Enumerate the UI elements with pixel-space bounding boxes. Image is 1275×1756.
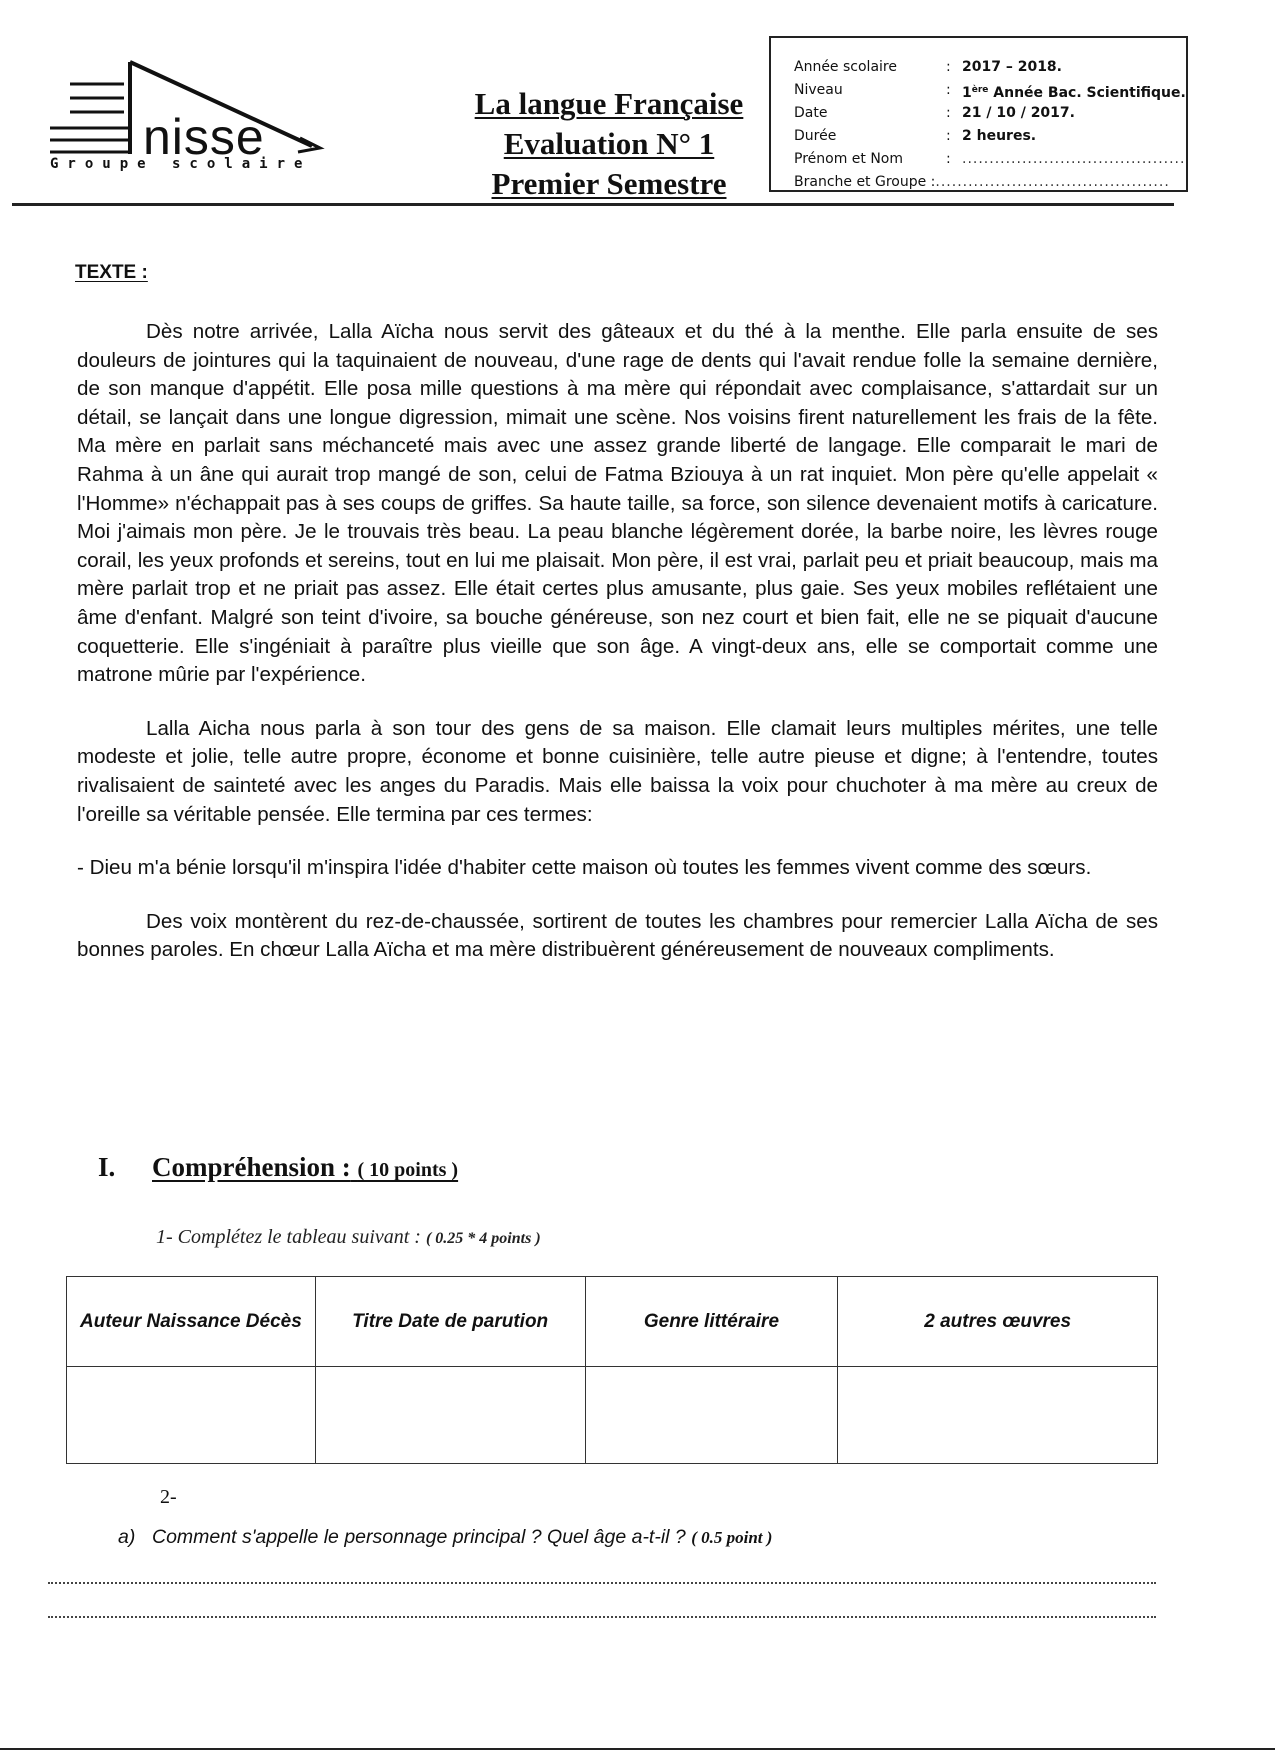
answer-line-1[interactable] xyxy=(48,1582,1156,1584)
question-1-text: Complétez le tableau suivant : xyxy=(177,1226,421,1248)
section-label xyxy=(152,1152,458,1182)
section-points: ( 10 points ) xyxy=(357,1159,459,1181)
info-value: 2017 – 2018. xyxy=(962,59,1062,75)
info-colon: : xyxy=(946,105,951,121)
table-header-titre: Titre Date de parution xyxy=(315,1277,585,1367)
question-2a xyxy=(118,1526,772,1549)
title-line-subject: La langue Française xyxy=(474,86,744,121)
section-comprehension-title xyxy=(98,1152,458,1183)
table-cell-oeuvres[interactable] xyxy=(838,1367,1158,1464)
info-row-date xyxy=(794,102,1186,125)
exam-title xyxy=(458,84,760,204)
info-value: 21 / 10 / 2017. xyxy=(962,105,1075,121)
exam-info-box xyxy=(769,36,1188,192)
info-colon: : xyxy=(946,82,951,98)
footer-divider xyxy=(0,1748,1275,1750)
table-cell-genre[interactable] xyxy=(585,1367,838,1464)
table-header-auteur: Auteur Naissance Décès xyxy=(67,1277,316,1367)
info-row-annee xyxy=(794,56,1186,79)
question-2a-text: Comment s'appelle le personnage principal ? Quel âge a-t-il ? xyxy=(152,1526,686,1548)
question-1-points: ( 0.25 * 4 points ) xyxy=(425,1230,541,1247)
question-1-label: 1- xyxy=(156,1226,173,1248)
niveau-superscript: ère xyxy=(971,85,989,95)
question-1 xyxy=(156,1226,541,1249)
logo-subtitle: Groupe scolaire xyxy=(50,156,312,172)
table-header-genre: Genre littéraire xyxy=(585,1277,838,1367)
question-2a-label: a) xyxy=(118,1526,136,1548)
info-label: Durée xyxy=(794,128,837,144)
title-line-semester: Premier Semestre xyxy=(491,166,727,201)
table-header-oeuvres: 2 autres œuvres xyxy=(838,1277,1158,1367)
completion-table xyxy=(66,1276,1158,1464)
niveau-text: Année Bac. Scientifique. xyxy=(993,85,1186,101)
table-row xyxy=(67,1367,1158,1464)
school-logo xyxy=(50,58,340,178)
branche-fill-line[interactable]: ........................................... xyxy=(935,174,1170,190)
info-label: Branche et Groupe : xyxy=(794,174,936,190)
question-2a-points: ( 0.5 point ) xyxy=(691,1528,773,1547)
info-row-niveau xyxy=(794,79,1186,102)
header-divider xyxy=(12,203,1174,206)
info-label: Prénom et Nom xyxy=(794,151,904,167)
texte-body xyxy=(77,318,1158,965)
niveau-prefix: 1 xyxy=(962,85,972,101)
table-cell-titre[interactable] xyxy=(315,1367,585,1464)
section-title-text: Compréhension : xyxy=(152,1152,351,1182)
info-colon: : xyxy=(946,59,951,75)
section-number: I. xyxy=(98,1152,116,1182)
info-label: Date xyxy=(794,105,828,121)
info-value: 2 heures. xyxy=(962,128,1037,144)
table-cell-auteur[interactable] xyxy=(67,1367,316,1464)
table-header-row xyxy=(67,1277,1158,1367)
info-row-nom xyxy=(794,148,1186,171)
logo-word: nisse xyxy=(143,109,265,165)
nom-fill-line[interactable]: ......................................... xyxy=(962,151,1186,167)
info-row-duree xyxy=(794,125,1186,148)
texte-heading: TEXTE : xyxy=(75,262,148,283)
texte-paragraph-2: Lalla Aicha nous parla à son tour des gens de sa maison. Elle clamait leurs multiples mérites, une telle modeste et jolie, telle autre propre, économe et bonne cuisinière, telle autre pieuse et digne; à l'entendre, toutes rivalisaient de sainteté avec les anges du Paradis. Mais elle baissa la voix pour chuchoter à ma mère au creux de l'oreille sa véritable pensée. Elle termina par ces termes: xyxy=(77,716,1158,826)
info-colon: : xyxy=(946,128,951,144)
info-row-branche xyxy=(794,171,1186,194)
info-value xyxy=(962,79,1186,102)
texte-paragraph-1: Dès notre arrivée, Lalla Aïcha nous servit des gâteaux et du thé à la menthe. Elle parla ensuite de ses douleurs de jointures qui la taquinaient de nouveau, d'une rage de dents qui l'avait rendue folle la semaine dernière, de son manque d'appétit. Elle posa mille questions à ma mère qui répondait avec complaisance, s'attardait sur un détail, se lançait dans une longue digression, mimait une scène. Nos voisins firent naturellement les frais de la fête. Ma mère en parlait sans méchanceté mais avec une assez grande liberté de langage. Elle comparait le mari de Rahma à un âne qui aurait trop mangé de son, celui de Fatma Bziouya à un rat inquiet. Mon père qu'elle appelait « l'Homme» n'échappait pas à ses coups de griffes. Sa haute taille, sa force, son silence devenaient motifs à caricature. Moi j'aimais mon père. Je le trouvais très beau. La peau blanche légèrement dorée, la barbe noire, les lèvres rouge corail, les yeux profonds et sereins, tout en lui me plaisait. Mon père, il est vrai, parlait peu et priait beaucoup, mais ma mère parlait trop et ne priait pas assez. Elle était certes plus amusante, plus gaie. Ses yeux mobiles reflétaient une âme d'enfant. Malgré son teint d'ivoire, sa bouche généreuse, son nez court et bien fait, elle ne se piquait d'aucune coquetterie. Elle s'ingéniait à paraître plus vieille que son âge. A vingt-deux ans, elle se comportait comme une matrone mûrie par l'expérience. xyxy=(77,320,1158,687)
texte-paragraph-4: Des voix montèrent du rez-de-chaussée, sortirent de toutes les chambres pour remercier Lalla Aïcha de ses bonnes paroles. En chœur Lalla Aïcha et ma mère distribuèrent généreusement de nouveaux compliments. xyxy=(77,909,1158,962)
texte-paragraph-3: - Dieu m'a bénie lorsqu'il m'inspira l'idée d'habiter cette maison où toutes les femmes vivent comme des sœurs. xyxy=(77,856,1092,880)
title-line-evaluation: Evaluation N° 1 xyxy=(503,126,715,161)
answer-line-2[interactable] xyxy=(48,1616,1156,1618)
info-colon: : xyxy=(946,151,951,167)
info-label: Niveau xyxy=(794,82,843,98)
question-2-label: 2- xyxy=(160,1486,177,1508)
info-label: Année scolaire xyxy=(794,59,897,75)
